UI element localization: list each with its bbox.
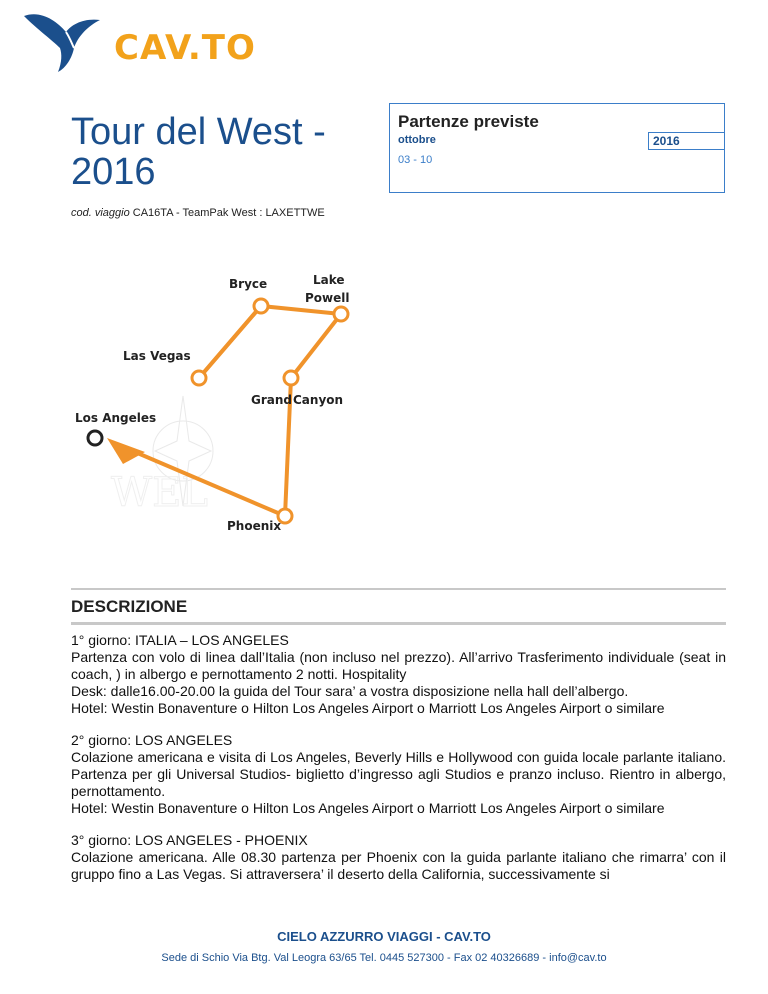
travel-code-value: CA16TA - TeamPak West : LAXETTWE [132, 207, 325, 219]
section-title: DESCRIZIONE [71, 597, 188, 616]
city-label-lake: Lake [313, 273, 345, 287]
departure-dates: 03 - 10 [398, 154, 433, 166]
day-text: Desk: dalle16.00-20.00 la guida del Tour sara’ a vostra disposizione nella hall dell’albergo. [71, 683, 629, 699]
itinerary-day [71, 832, 726, 883]
city-label-grand: Grand [251, 393, 292, 407]
departure-month: ottobre [398, 134, 436, 146]
footer-company: CIELO AZZURRO VIAGGI - CAV.TO [277, 929, 491, 944]
day-text: Colazione americana. Alle 08.30 partenza per Phoenix con la guida parlante italiano che rimarra’ con il gruppo fino a Las Vegas. Si attraversera’ il deserto della California, successivamente si [71, 849, 726, 882]
city-label-phoenix: Phoenix [227, 519, 282, 533]
node-grand-canyon [284, 371, 298, 385]
day-text: Colazione americana e visita di Los Angeles, Beverly Hills e Hollywood con guida locale parlante italiano. Partenza per gli Universal Studios- biglietto d’ingresso agli Studios e pranzo incluso. Rientro in albergo, pernottamento. [71, 749, 726, 799]
node-los-angeles [88, 431, 102, 445]
departures-heading: Partenze previste [398, 112, 539, 131]
route-map [71, 266, 355, 540]
section-divider-bottom [71, 622, 726, 625]
day-text: Partenza con volo di linea dall’Italia (non incluso nel prezzo). All’arrivo Trasferimento individuale (seat in coach, ) in albergo e pernottamento 2 notti. Hospitality [71, 649, 726, 682]
svg-text:WEL: WEL [111, 470, 208, 516]
day-heading: 2° giorno: LOS ANGELES [71, 732, 233, 748]
company-logo [22, 10, 256, 76]
travel-code-label: cod. viaggio [71, 207, 130, 219]
node-las-vegas [192, 371, 206, 385]
city-label-bryce: Bryce [229, 277, 268, 291]
departures-box [389, 103, 725, 193]
bird-logo-icon [22, 10, 102, 76]
route-map-graphic [71, 266, 355, 540]
city-label-canyon: Canyon [293, 393, 344, 407]
itinerary-day [71, 732, 726, 817]
route-arrow-icon [107, 438, 145, 464]
city-label-powell: Powell [305, 291, 350, 305]
footer-address: Sede di Schio Via Btg. Val Leogra 63/65 Tel. 0445 527300 - Fax 02 40326689 - info@cav.to [161, 952, 607, 964]
node-bryce [254, 299, 268, 313]
itinerary-day [71, 632, 726, 717]
node-lake-powell [334, 307, 348, 321]
city-label-los-angeles: Los Angeles [75, 411, 157, 425]
city-label-las-vegas: Las Vegas [123, 349, 191, 363]
logo-wordmark: CAV.TO [114, 28, 256, 68]
day-heading: 1° giorno: ITALIA – LOS ANGELES [71, 632, 289, 648]
day-hotel: Hotel: Westin Bonaventure o Hilton Los Angeles Airport o Marriott Los Angeles Airport o similare [71, 800, 665, 816]
section-divider-top [71, 588, 726, 590]
travel-code [71, 207, 325, 219]
day-hotel: Hotel: Westin Bonaventure o Hilton Los Angeles Airport o Marriott Los Angeles Airport o similare [71, 700, 665, 716]
day-heading: 3° giorno: LOS ANGELES - PHOENIX [71, 832, 308, 848]
itinerary [71, 632, 726, 898]
departure-year: 2016 [648, 132, 724, 150]
page-title: Tour del West - 2016 [71, 111, 326, 193]
